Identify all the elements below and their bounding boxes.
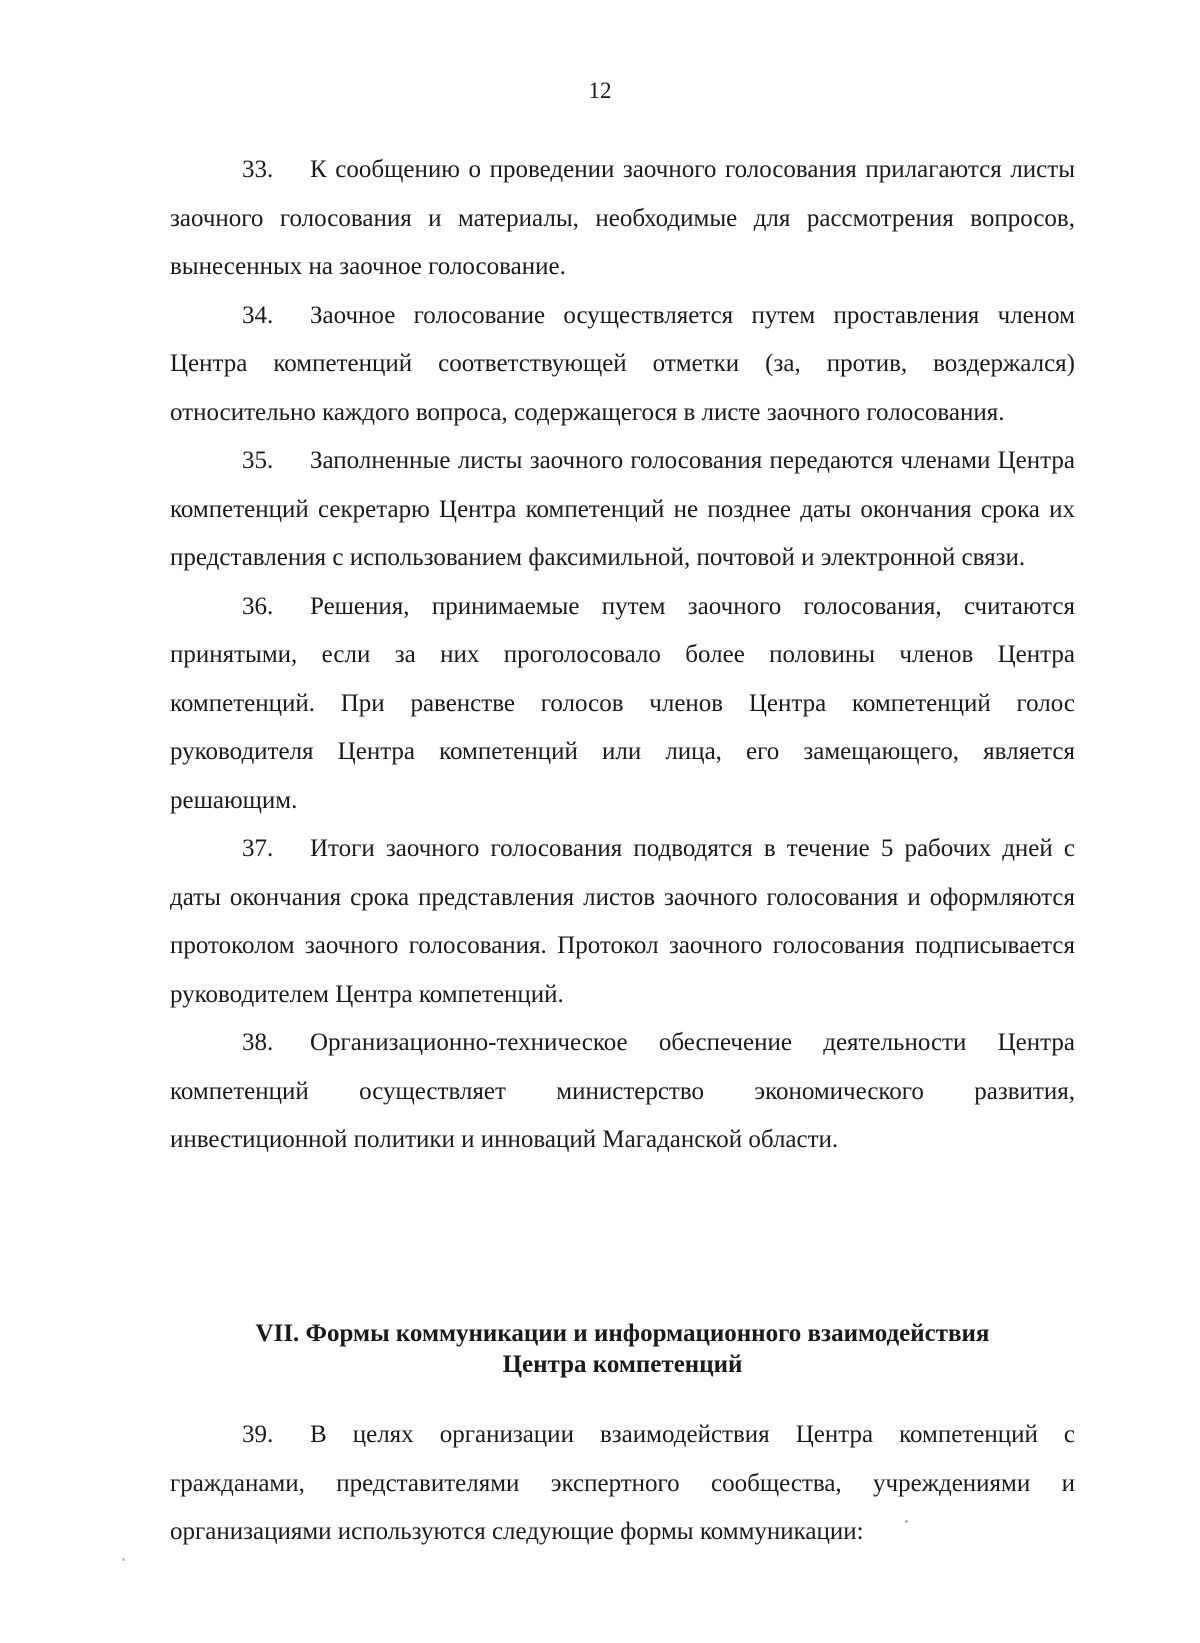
paragraph-number: 39.: [242, 1421, 274, 1448]
section-heading-line: Центра компетенций: [502, 1351, 743, 1378]
paragraph-34: [170, 292, 1075, 438]
paragraph-text: В целях организации взаимодействия Центра компетенций с гражданами, представителями экспертного сообщества, учреждениями и организациями используются следующие формы коммуникации:: [170, 1421, 1075, 1545]
section-heading-line: VII. Формы коммуникации и информационного взаимодействия: [255, 1320, 990, 1347]
paragraph-number: 37.: [242, 835, 274, 862]
scan-speck: [122, 1558, 125, 1561]
paragraph-number: 38.: [242, 1029, 274, 1056]
paragraph-text: Итоги заочного голосования подводятся в течение 5 рабочих дней с даты окончания срока представления листов заочного голосования и оформляются протоколом заочного голосования. Протокол заочного голосования подписывается руководителем Центра компетенций.: [170, 835, 1075, 1008]
paragraphs-top: [170, 146, 1075, 1165]
scan-speck: [905, 1520, 908, 1523]
paragraph-text: Организационно-техническое обеспечение деятельности Центра компетенций осуществляет министерство экономического развития, инвестиционной политики и инноваций Магаданской области.: [170, 1029, 1075, 1153]
page-number: 12: [588, 78, 612, 103]
paragraph-36: [170, 583, 1075, 826]
paragraph-text: Заочное голосование осуществляется путем проставления членом Центра компетенций соответствующей отметки (за, против, воздержался) относительно каждого вопроса, содержащегося в листе заочного голосования.: [170, 301, 1075, 426]
paragraph-38: [170, 1019, 1075, 1165]
paragraph-37: [170, 825, 1075, 1019]
paragraph-39: [170, 1411, 1075, 1557]
paragraph-text: К сообщению о проведении заочного голосования прилагаются листы заочного голосования и материалы, необходимые для рассмотрения вопросов, вынесенных на заочное голосование.: [170, 156, 1075, 280]
paragraph-33: [170, 146, 1075, 292]
paragraph-number: 35.: [242, 447, 274, 474]
paragraph-number: 36.: [242, 592, 274, 620]
paragraph-number: 34.: [242, 301, 274, 329]
section-heading: [170, 1318, 1075, 1380]
paragraphs-bottom: [170, 1411, 1075, 1557]
paragraph-text: Заполненные листы заочного голосования передаются членами Центра компетенций секретарю Центра компетенций не позднее даты окончания срока их представления с использованием факсимильной, почтовой и электронной связи.: [170, 447, 1075, 571]
paragraph-35: [170, 437, 1075, 583]
paragraph-number: 33.: [242, 156, 274, 183]
paragraph-text: Решения, принимаемые путем заочного голосования, считаются принятыми, если за них проголосовало более половины членов Центра компетенций. При равенстве голосов членов Центра компетенций голос руководителя Центра компетенций или лица, его замещающего, является решающим.: [170, 592, 1075, 814]
